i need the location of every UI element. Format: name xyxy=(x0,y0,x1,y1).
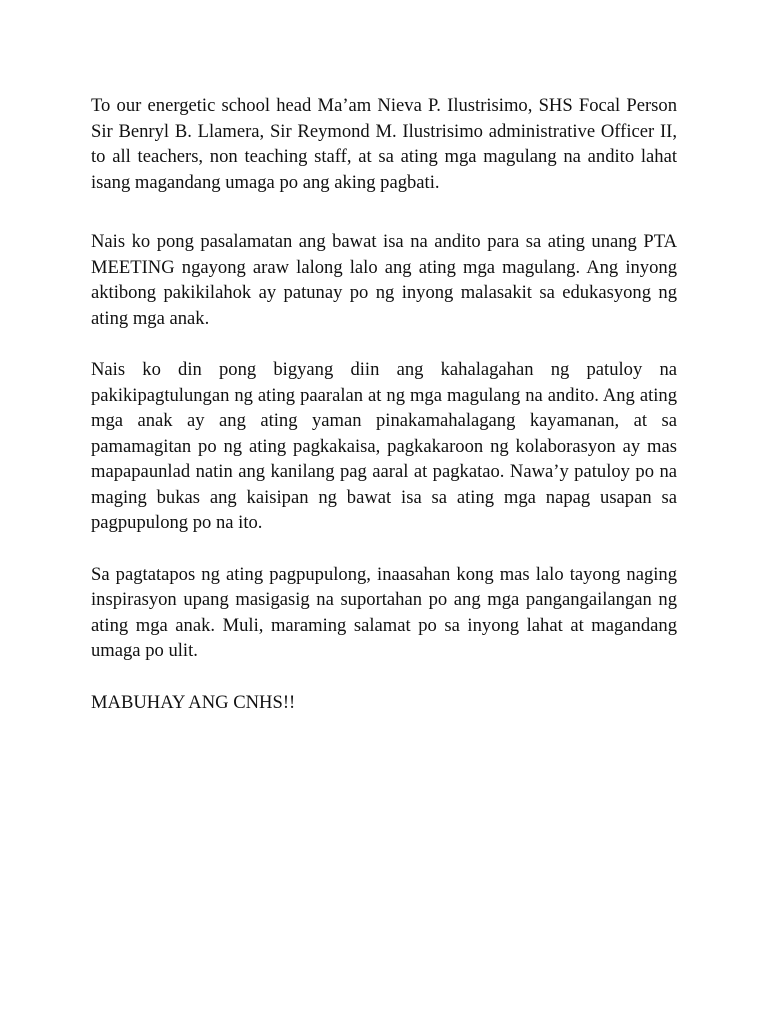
collaboration-paragraph: Nais ko din pong bigyang diin ang kahalagahan ng patuloy na pakikipagtulungan ng ating paaralan at ng mga magulang na andito. Ang ating mga anak ay ang ating yaman pinakamahalagang kayamanan, at sa pamamagitan po ng ating pagkakaisa, pagkakaroon ng kolaborasyon ay mas mapapaunlad natin ang kanilang pag aaral at pagkatao. Nawa’y patuloy po na maging bukas ang kaisipan ng bawat isa sa ating mga napag usapan sa pagpupulong po na ito. xyxy=(91,359,677,533)
document-body xyxy=(91,93,677,715)
gratitude-paragraph: Nais ko pong pasalamatan ang bawat isa na andito para sa ating unang PTA MEETING ngayong araw lalong lalo ang ating mga magulang. Ang inyong aktibong pakikilahok ay patunay po ng inyong malasakit sa edukasyong ng ating mga anak. xyxy=(91,231,677,329)
conclusion-paragraph: Sa pagtatapos ng ating pagpupulong, inaasahan kong mas lalo tayong naging inspirasyon upang masigasig na suportahan po ang mga pangangailangan ng ating mga anak. Muli, maraming salamat po sa inyong lahat at magandang umaga po ulit. xyxy=(91,563,677,661)
greeting-paragraph: To our energetic school head Ma’am Nieva P. Ilustrisimo, SHS Focal Person Sir Benryl B. Llamera, Sir Reymond M. Ilustrisimo administrative Officer II, to all teachers, non teaching staff, at sa ating mga magulang na andito lahat isang magandang umaga po ang aking pagbati. xyxy=(91,95,677,193)
closing-line: MABUHAY ANG CNHS!! xyxy=(91,691,296,713)
